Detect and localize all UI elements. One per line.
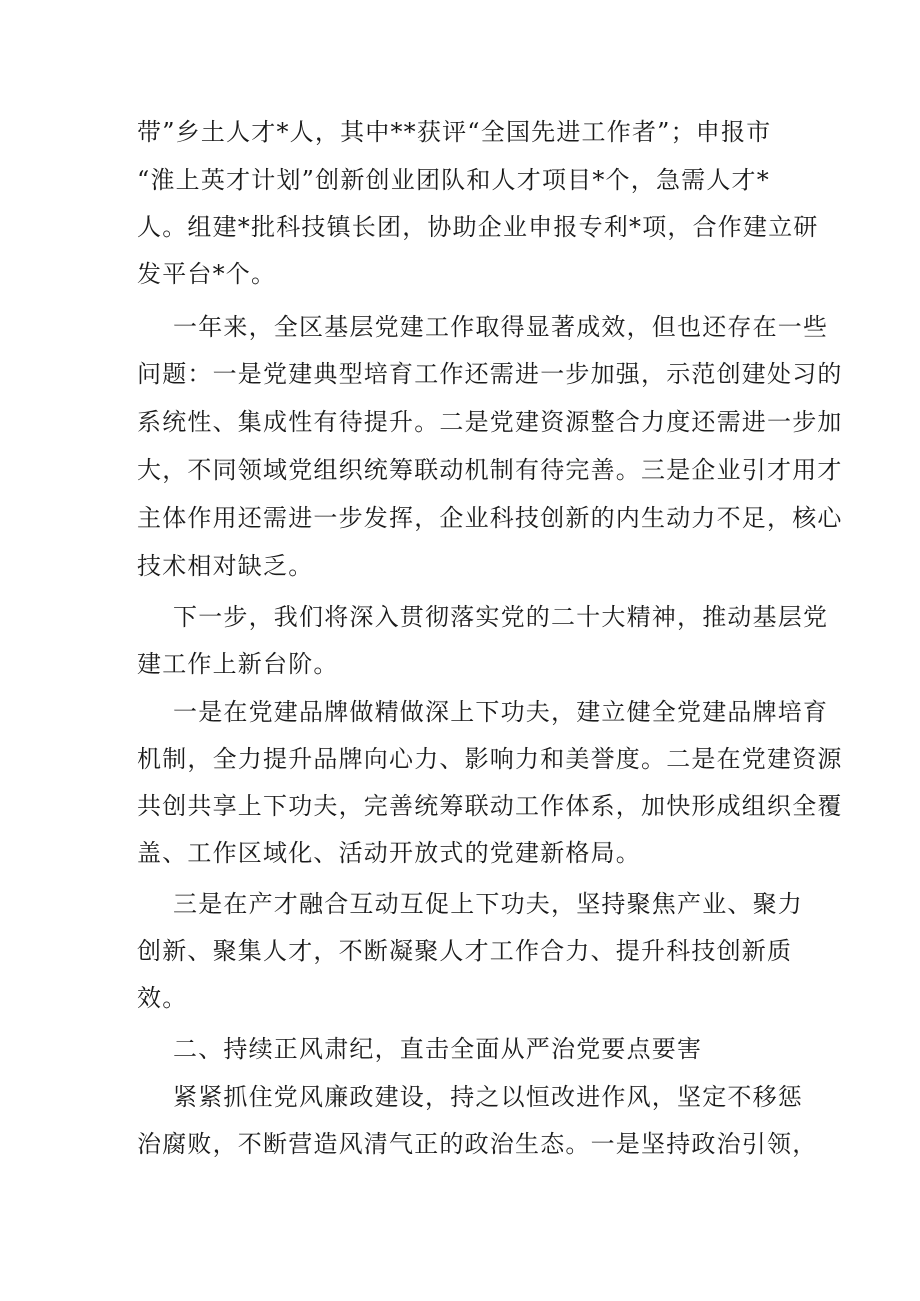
- body-text-line: 治腐败，不断营造风清气正的政治生态。一是坚持政治引领，: [137, 1130, 818, 1158]
- paragraph-first-line: 下一步，我们将深入贯彻落实党的二十大精神，推动基层党: [173, 603, 829, 631]
- paragraph-first-line: 一是在党建品牌做精做深上下功夫，建立健全党建品牌培育: [173, 698, 829, 726]
- paragraph-first-line: 紧紧抓住党风廉政建设，持之以恒改进作风，坚定不移惩: [173, 1083, 803, 1111]
- body-text-line: 人。组建*批科技镇长团，协助企业申报专利*项，合作建立研: [137, 213, 819, 241]
- body-text-line: 大，不同领域党组织统筹联动机制有待完善。三是企业引才用才: [137, 456, 843, 484]
- body-text-line: 创新、聚集人才，不断凝聚人才工作合力、提升科技创新质: [137, 937, 793, 965]
- body-text-line: “淮上英才计划”创新创业团队和人才项目*个，急需人才*: [137, 166, 770, 194]
- body-text-line: 问题：一是党建典型培育工作还需进一步加强，示范创建处习的: [137, 360, 843, 388]
- body-text-line: 发平台*个。: [137, 260, 277, 288]
- body-text-line: 共创共享上下功夫，完善统筹联动工作体系，加快形成组织全覆: [137, 792, 843, 820]
- body-text-line: 效。: [137, 984, 188, 1012]
- paragraph-first-line: 三是在产才融合互动互促上下功夫，坚持聚焦产业、聚力: [173, 890, 803, 918]
- body-text-line: 主体作用还需进一步发挥，企业科技创新的内生动力不足，核心: [137, 504, 843, 532]
- body-text-line: 机制，全力提升品牌向心力、影响力和美誉度。二是在党建资源: [137, 745, 843, 773]
- body-text-line: 技术相对缺乏。: [137, 552, 314, 580]
- body-text-line: 系统性、集成性有待提升。二是党建资源整合力度还需进一步加: [137, 408, 843, 436]
- body-text-line: 盖、工作区域化、活动开放式的党建新格局。: [137, 839, 641, 867]
- section-heading: 二、持续正风肃纪，直击全面从严治党要点要害: [173, 1035, 703, 1063]
- body-text-line: 带”乡土人才*人，其中**获评“全国先进工作者”；申报市: [137, 118, 772, 146]
- body-text-line: 建工作上新台阶。: [137, 650, 339, 678]
- paragraph-first-line: 一年来，全区基层党建工作取得显著成效，但也还存在一些: [173, 313, 829, 341]
